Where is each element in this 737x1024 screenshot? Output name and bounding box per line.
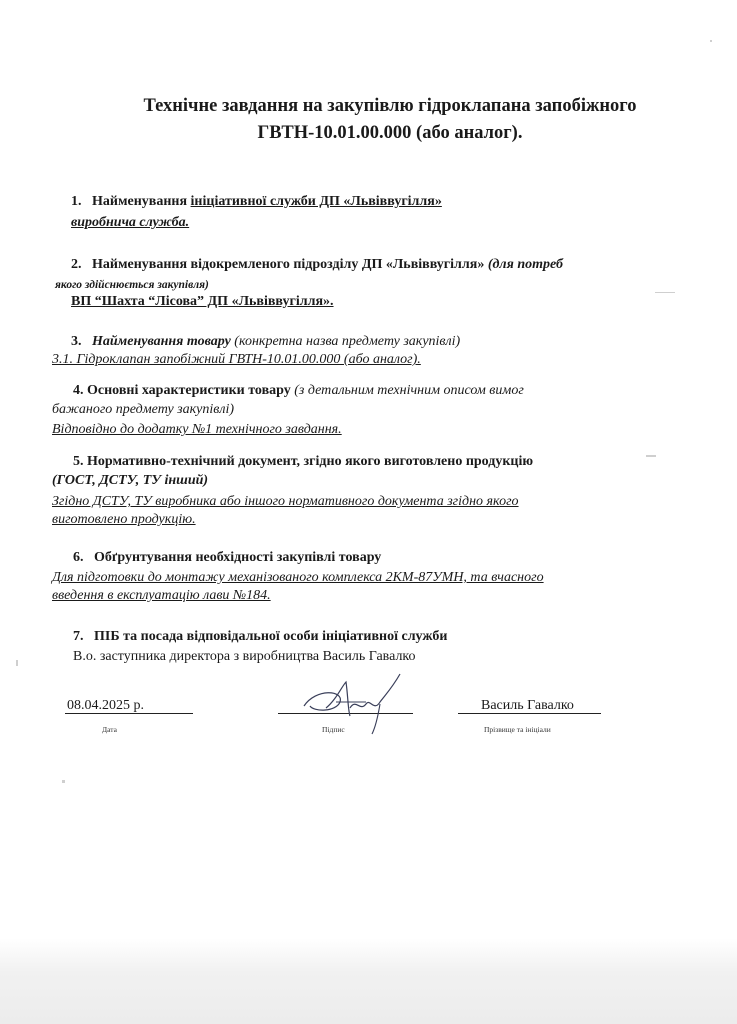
scan-speck: [16, 660, 18, 666]
section-4-value: Відповідно до додатку №1 технічного завдання.: [52, 422, 342, 437]
title-line-1: Технічне завдання на закупівлю гідроклапана запобіжного: [143, 96, 637, 116]
section-7-label: ПІБ та посада відповідальної особи ініціативної служби: [94, 629, 448, 644]
section-5-heading-part2: (ГОСТ, ДСТУ, ТУ інший): [52, 473, 209, 488]
section-4-label: 4. Основні характеристики товару: [73, 383, 291, 398]
section-3-label: Найменування товару: [92, 334, 231, 349]
section-6-heading: [73, 549, 381, 567]
handwritten-signature: [296, 668, 416, 738]
section-2-heading: [71, 256, 563, 274]
section-7-number: 7.: [73, 629, 84, 644]
section-6-value-line-1: Для підготовки до монтажу механізованого комплекса 2КМ-87УМН, та вчасного: [52, 570, 544, 585]
scan-speck: [710, 40, 712, 42]
section-4-note-part1: (з детальним технічним описом вимог: [294, 383, 524, 398]
section-5-value-line-1: Згідно ДСТУ, ТУ виробника або іншого нормативного документа згідно якого: [52, 494, 519, 509]
section-7-heading: [73, 628, 447, 646]
section-2-value: ВП “Шахта “Лісова” ДП «Львіввугілля».: [71, 294, 334, 309]
name-underline: [458, 713, 601, 714]
section-1-label-underlined: ініціативної служби ДП «Львіввугілля»: [190, 194, 442, 209]
scan-speck: [655, 292, 675, 293]
scan-bottom-shade: [0, 938, 737, 1024]
section-1-number: 1.: [71, 194, 82, 209]
scan-speck: [646, 455, 656, 457]
document-title: [40, 93, 737, 147]
section-3-number: 3.: [71, 334, 82, 349]
signature-date: 08.04.2025 р.: [67, 698, 144, 713]
section-1-label: Найменування: [92, 194, 188, 209]
section-2-note-part1: (для потреб: [487, 257, 564, 272]
section-3-note: (конкретна назва предмету закупівлі): [234, 334, 461, 349]
section-6-value-line-2: введення в експлуатацію лави №184.: [52, 588, 271, 603]
signatory-name: Василь Гавалко: [481, 698, 574, 713]
section-4-heading: [73, 382, 524, 400]
date-underline: [65, 713, 193, 714]
section-6-number: 6.: [73, 550, 84, 565]
name-caption: Прізвище та ініціали: [484, 725, 551, 734]
section-2-note-part2: якого здійснюється закупівля): [55, 279, 209, 291]
section-6-label: Обґрунтування необхідності закупівлі товару: [94, 550, 382, 565]
section-3-heading: [71, 333, 460, 351]
section-1-heading: [71, 193, 442, 211]
section-3-value: 3.1. Гідроклапан запобіжний ГВТН-10.01.00.000 (або аналог).: [52, 352, 421, 367]
section-1-value: виробнича служба.: [71, 215, 190, 230]
signature-caption: Підпис: [322, 725, 345, 734]
section-5-heading: 5. Нормативно-технічний документ, згідно якого виготовлено продукцію: [73, 454, 534, 469]
section-5-value-line-2: виготовлено продукцію.: [52, 512, 196, 527]
title-line-2: ГВТН-10.01.00.000 (або аналог).: [257, 123, 523, 143]
date-caption: Дата: [102, 725, 117, 734]
section-2-label: Найменування відокремленого підрозділу ДП «Львіввугілля»: [92, 257, 485, 272]
section-7-value: В.о. заступника директора з виробництва Василь Гавалко: [73, 649, 416, 664]
scan-speck: [62, 780, 65, 783]
section-4-note-part2: бажаного предмету закупівлі): [52, 402, 235, 417]
section-2-number: 2.: [71, 257, 82, 272]
